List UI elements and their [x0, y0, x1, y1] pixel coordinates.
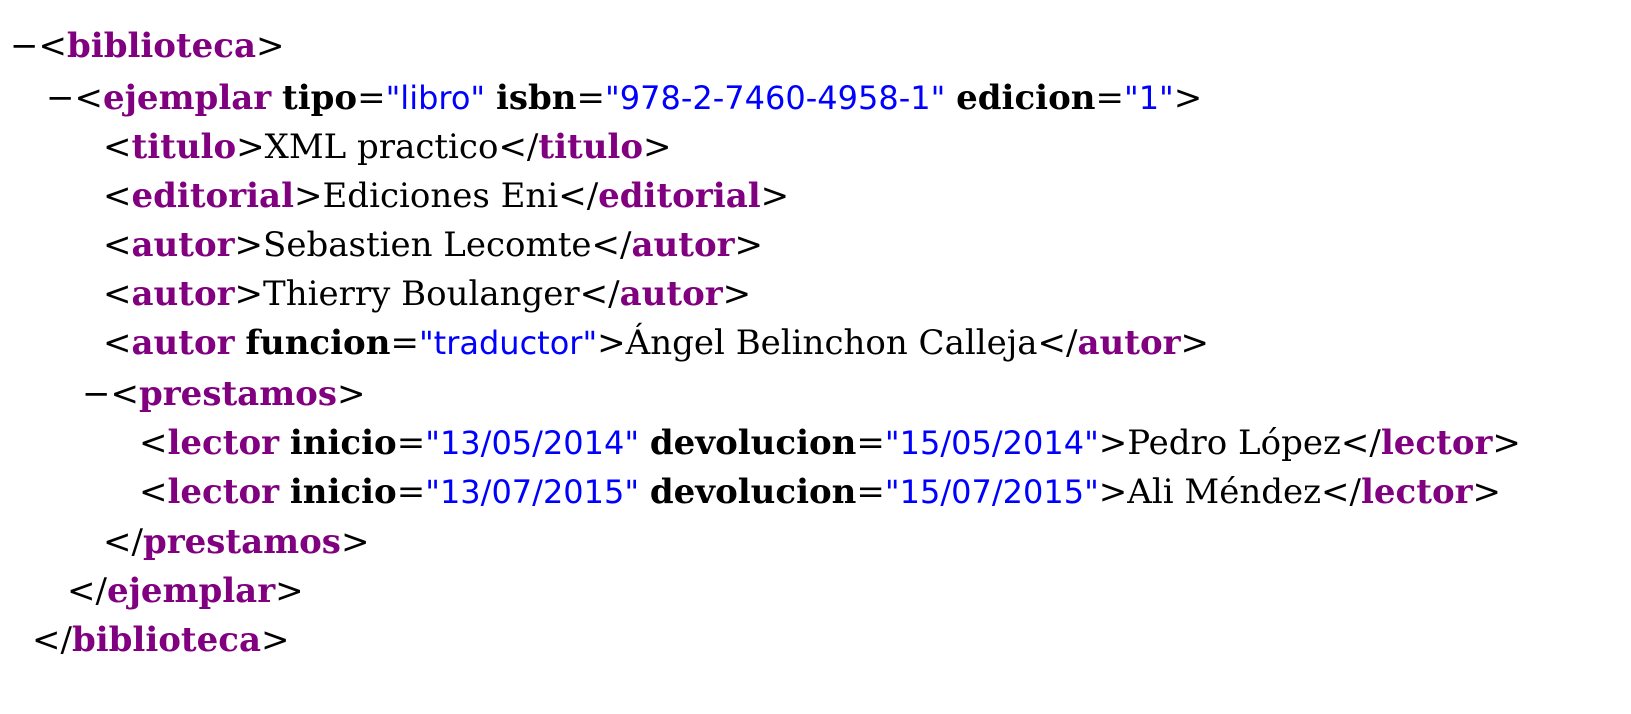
biblioteca-open-line: −<biblioteca>	[10, 26, 285, 66]
element-text: Pedro López	[1127, 423, 1341, 463]
element-text: Ali Méndez	[1127, 472, 1322, 512]
tag-name: ejemplar	[103, 78, 272, 118]
attribute-value: "15/05/2014"	[884, 424, 1099, 462]
attribute-name: inicio	[289, 472, 397, 512]
collapse-ejemplar-toggle[interactable]: −	[46, 78, 75, 118]
attribute-value: "1"	[1123, 79, 1174, 117]
attribute-value: "13/05/2014"	[425, 424, 640, 462]
element-text: Ángel Belinchon Calleja	[625, 323, 1038, 363]
autor-line: <autor>Sebastien Lecomte</autor>	[103, 225, 764, 265]
biblioteca-close-line: </biblioteca>	[32, 620, 290, 660]
tag-name: autor	[631, 225, 735, 265]
tag-name: prestamos	[142, 522, 341, 562]
attribute-value: "traductor"	[418, 324, 598, 362]
element-text: XML practico	[264, 127, 499, 167]
tag-name: autor	[131, 274, 235, 314]
prestamos-open-line: −<prestamos>	[82, 374, 366, 414]
attribute-name: devolucion	[649, 472, 857, 512]
tag-name: editorial	[598, 176, 761, 216]
tag-name: autor	[131, 323, 235, 363]
element-text: Ediciones Eni	[322, 176, 559, 216]
collapse-biblioteca-toggle[interactable]: −	[10, 26, 39, 66]
tag-name: prestamos	[139, 374, 337, 414]
prestamos-close-line: </prestamos>	[103, 522, 370, 562]
element-text: Thierry Boulanger	[263, 274, 580, 314]
attribute-value: "libro"	[385, 79, 486, 117]
tag-name: lector	[167, 423, 280, 463]
attribute-name: isbn	[495, 78, 577, 118]
attribute-name: inicio	[289, 423, 397, 463]
attribute-name: devolucion	[649, 423, 857, 463]
attribute-value: "13/07/2015"	[425, 473, 640, 511]
tag-name: editorial	[131, 176, 294, 216]
autor-line: <autor>Thierry Boulanger</autor>	[103, 274, 752, 314]
ejemplar-open-line: −<ejemplar tipo="libro" isbn="978-2-7460-4958-1" edicion="1">	[46, 78, 1203, 118]
editorial-line: <editorial>Ediciones Eni</editorial>	[103, 176, 790, 216]
tag-name: biblioteca	[67, 26, 257, 66]
attribute-name: tipo	[282, 78, 358, 118]
attribute-value: "15/07/2015"	[884, 473, 1099, 511]
attribute-name: edicion	[956, 78, 1096, 118]
tag-name: lector	[167, 472, 280, 512]
tag-name: autor	[1077, 323, 1181, 363]
titulo-line: <titulo>XML practico</titulo>	[103, 127, 672, 167]
attribute-value: "978-2-7460-4958-1"	[605, 79, 946, 117]
tag-name: lector	[1380, 423, 1493, 463]
collapse-prestamos-toggle[interactable]: −	[82, 374, 111, 414]
tag-name: lector	[1360, 472, 1473, 512]
element-text: Sebastien Lecomte	[263, 225, 592, 265]
lector-line: <lector inicio="13/05/2014" devolucion="15/05/2014">Pedro López</lector>	[139, 423, 1521, 463]
tag-name: autor	[131, 225, 235, 265]
tag-name: biblioteca	[71, 620, 261, 660]
lector-line: <lector inicio="13/07/2015" devolucion="15/07/2015">Ali Méndez</lector>	[139, 472, 1502, 512]
tag-name: titulo	[131, 127, 237, 167]
attribute-name: funcion	[245, 323, 391, 363]
autor-traductor-line: <autor funcion="traductor">Ángel Belinchon Calleja</autor>	[103, 323, 1210, 363]
tag-name: autor	[619, 274, 723, 314]
tag-name: titulo	[538, 127, 644, 167]
ejemplar-close-line: </ejemplar>	[67, 571, 304, 611]
tag-name: ejemplar	[106, 571, 276, 611]
